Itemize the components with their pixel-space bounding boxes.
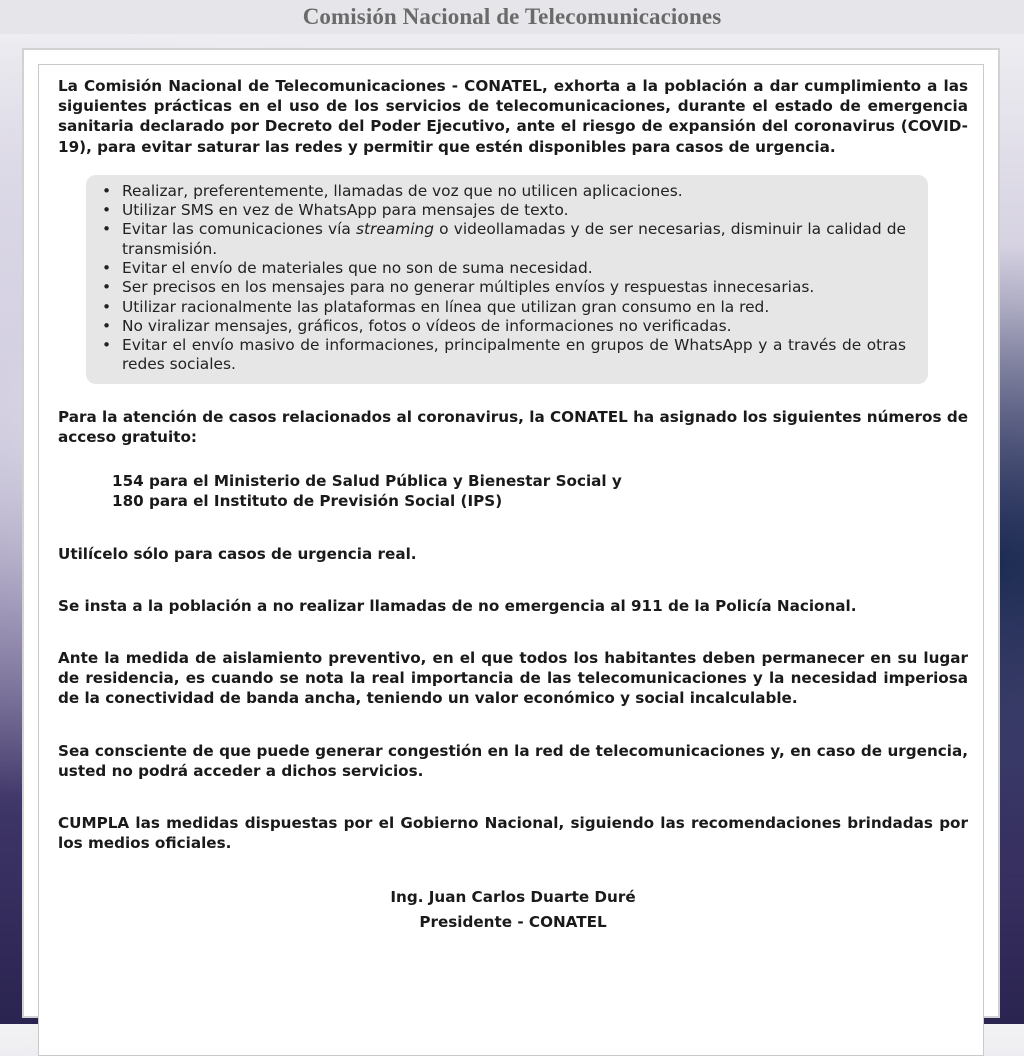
org-title: Comisión Nacional de Telecomunicaciones (302, 4, 722, 29)
intro-paragraph: La Comisión Nacional de Telecomunicaciones - CONATEL, exhorta a la población a dar cumplimiento a las siguientes prácticas en el uso de los servicios de telecomunicaciones, durante el estado de emergencia sanitaria declarado por Decreto del Poder Ejecutivo, ante el riesgo de expansión del coronavirus (COVID-19), para evitar saturar las redes y permitir que estén disponibles para casos de urgencia. (58, 77, 968, 156)
practice-text: Evitar el envío de materiales que no son de suma necesidad. (122, 259, 593, 277)
practice-text: Utilizar SMS en vez de WhatsApp para mensajes de texto. (122, 201, 569, 220)
signature-block (58, 885, 968, 935)
number-line: 154 para el Ministerio de Salud Pública y Bienestar Social y (112, 472, 622, 491)
bullet-icon: • (102, 181, 112, 200)
practice-text: Realizar, preferentemente, llamadas de voz que no utilicen aplicaciones. (122, 181, 683, 200)
practices-list (100, 182, 906, 375)
congestion-paragraph: Sea consciente de que puede generar congestión en la red de telecomunicaciones y, en caso de urgencia, usted no podrá acceder a dichos servicios. (58, 741, 968, 780)
no-911-paragraph: Se insta a la población a no realizar llamadas de no emergencia al 911 de la Policía Nacional. (58, 596, 857, 615)
practice-text: o videollamadas y de ser necesarias, disminuir la calidad de transmisión. (122, 220, 906, 258)
bullet-icon: • (102, 297, 112, 316)
list-item (100, 278, 906, 297)
list-item (100, 317, 906, 336)
bullet-icon: • (102, 201, 112, 220)
comply-paragraph: CUMPLA las medidas dispuestas por el Gobierno Nacional, siguiendo las recomendaciones brindadas por los medios oficiales. (58, 814, 968, 853)
use-only-paragraph: Utilícelo sólo para casos de urgencia real. (58, 544, 417, 563)
signatory-name: Ing. Juan Carlos Duarte Duré (390, 888, 636, 907)
bullet-icon: • (102, 336, 112, 355)
notice-content (58, 76, 968, 935)
list-item (100, 336, 906, 375)
bullet-icon: • (102, 278, 112, 297)
signatory-role: Presidente - CONATEL (419, 913, 607, 932)
toll-free-numbers (112, 471, 968, 511)
access-paragraph: Para la atención de casos relacionados al coronavirus, la CONATEL ha asignado los siguientes números de acceso gratuito: (58, 407, 968, 446)
practices-box (86, 175, 928, 384)
list-item (100, 201, 906, 220)
practice-text: Evitar las comunicaciones vía (122, 220, 356, 239)
practice-text: Utilizar racionalmente las plataformas en línea que utilizan gran consumo en la red. (122, 297, 770, 316)
isolation-paragraph: Ante la medida de aislamiento preventivo, en el que todos los habitantes deben permanecer en su lugar de residencia, es cuando se nota la real importancia de las telecomunicaciones y la necesidad imperiosa de la conectividad de banda ancha, teniendo un valor económico y social incalculable. (58, 649, 968, 708)
practice-text: Evitar el envío masivo de informaciones, principalmente en grupos de WhatsApp y a través de otras redes sociales. (122, 336, 906, 374)
number-line: 180 para el Instituto de Previsión Social (IPS) (112, 492, 503, 511)
list-item (100, 259, 906, 278)
practice-text: Ser precisos en los mensajes para no generar múltiples envíos y respuestas innecesarias. (122, 278, 815, 297)
practice-text: No viralizar mensajes, gráficos, fotos o vídeos de informaciones no verificadas. (122, 316, 732, 335)
list-item (100, 220, 906, 259)
bullet-icon: • (102, 316, 112, 335)
header-bar (0, 0, 1024, 34)
bullet-icon: • (102, 220, 112, 239)
bullet-icon: • (102, 259, 112, 277)
list-item (100, 182, 906, 201)
practice-emphasis: streaming (355, 220, 435, 239)
list-item (100, 298, 906, 317)
